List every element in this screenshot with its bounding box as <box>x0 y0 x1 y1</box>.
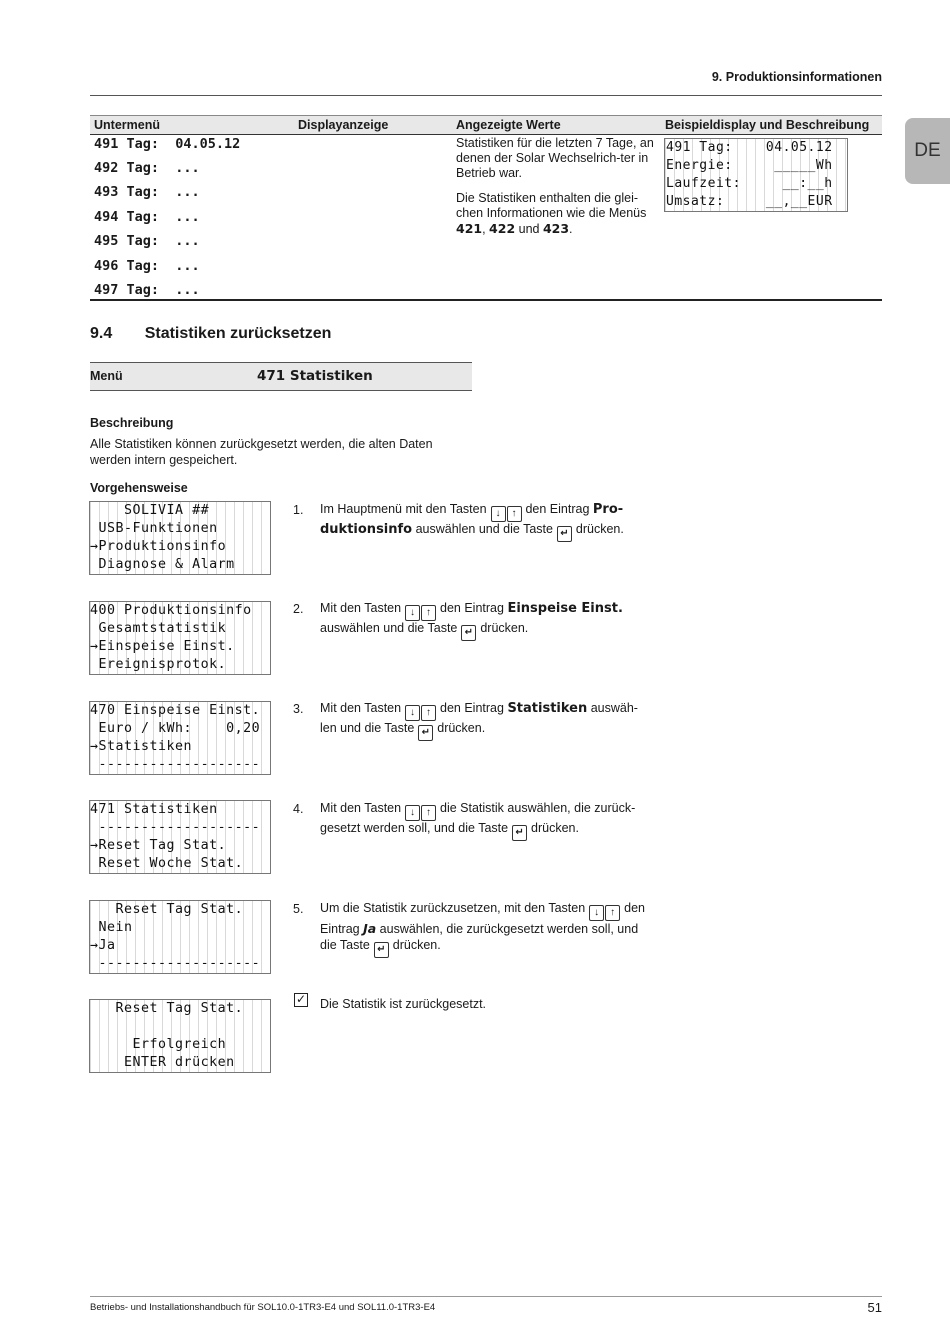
submenu-493: 493 Tag: ... <box>94 184 200 200</box>
step-2-number: 2. <box>293 602 304 616</box>
display-line: Gesamtstatistik <box>90 621 227 636</box>
display-line: ------------------- <box>90 820 261 835</box>
display-line: ------------------- <box>90 956 261 971</box>
display-line: Erfolgreich <box>90 1037 227 1052</box>
sample-display <box>664 138 848 212</box>
display-line: →Einspeise Einst. <box>90 639 235 654</box>
display-line: →Reset Tag Stat. <box>90 838 227 853</box>
col-beispieldisplay: Beispieldisplay und Beschreibung <box>665 118 870 132</box>
values-description-1: Statistiken für die letzten 7 Tage, an denen der Solar Wechselrich-ter in Betrieb war. <box>456 136 654 180</box>
display-line: →Ja <box>90 938 116 953</box>
values-description-2: Die Statistiken enthalten die glei-chen Informationen wie die Menüs 421, 422 und 423. <box>456 191 647 236</box>
step-5-number: 5. <box>293 902 304 916</box>
result-display <box>89 999 271 1073</box>
submenu-494: 494 Tag: ... <box>94 209 200 225</box>
beschreibung-text-2: werden intern gespeichert. <box>90 453 238 467</box>
submenu-492: 492 Tag: ... <box>94 160 200 176</box>
display-line: Reset Tag Stat. <box>90 902 244 917</box>
up-key-icon: ↑ <box>605 905 620 921</box>
step-4-display <box>89 800 271 874</box>
enter-key-icon: ↵ <box>461 625 476 641</box>
vorgehensweise-heading: Vorgehensweise <box>90 481 188 495</box>
step-2-text: Mit den Tasten ↓ ↑ den Eintrag Einspeise Einst. auswählen und die Taste ↵ drücken. <box>320 601 650 641</box>
display-line: →Statistiken <box>90 739 193 754</box>
checkbox-checked-icon: ✓ <box>295 992 307 1006</box>
chapter-title: 9. Produktionsinformationen <box>711 70 882 84</box>
display-line: USB-Funktionen <box>90 521 218 536</box>
step-2-display <box>89 601 271 675</box>
sample-display-line: Umsatz: __,__EUR <box>666 194 833 209</box>
beschreibung-heading: Beschreibung <box>90 416 174 430</box>
display-line: 470 Einspeise Einst. <box>90 703 261 718</box>
down-key-icon: ↓ <box>491 506 506 522</box>
submenu-491: 491 Tag: 04.05.12 <box>94 136 241 152</box>
step-4-text: Mit den Tasten ↓ ↑ die Statistik auswählen, die zurück-gesetzt werden soll, und die Taste ↵ drücken. <box>320 801 650 841</box>
display-line: Reset Woche Stat. <box>90 856 244 871</box>
up-key-icon: ↑ <box>421 805 436 821</box>
sample-display-line: Laufzeit: __:__h <box>666 176 833 191</box>
step-5-display <box>89 900 271 974</box>
step-1-display <box>89 501 271 575</box>
display-line: Euro / kWh: 0,20 <box>90 721 261 736</box>
down-key-icon: ↓ <box>405 605 420 621</box>
step-4-number: 4. <box>293 802 304 816</box>
menu-value: 471 Statistiken <box>257 368 373 384</box>
col-displayanzeige: Displayanzeige <box>298 118 389 132</box>
footer-text: Betriebs- und Installationshandbuch für SOL10.0-1TR3-E4 und SOL11.0-1TR3-E4 <box>90 1302 436 1313</box>
page-number: 51 <box>867 1300 882 1315</box>
sample-display-line: 491 Tag: 04.05.12 <box>666 140 833 155</box>
up-key-icon: ↑ <box>421 705 436 721</box>
display-line: →Produktionsinfo <box>90 539 227 554</box>
beschreibung-text-1: Alle Statistiken können zurückgesetzt werden, die alten Daten <box>90 437 433 451</box>
display-line: ENTER drücken <box>90 1055 235 1070</box>
up-key-icon: ↑ <box>421 605 436 621</box>
display-line: Nein <box>90 920 133 935</box>
down-key-icon: ↓ <box>405 805 420 821</box>
submenu-497: 497 Tag: ... <box>94 282 200 298</box>
menu-box <box>90 362 472 391</box>
display-line: 400 Produktionsinfo <box>90 603 252 618</box>
display-line: SOLIVIA ## <box>90 503 210 518</box>
language-tab: DE <box>905 118 950 184</box>
step-3-text: Mit den Tasten ↓ ↑ den Eintrag Statistiken auswäh-len und die Taste ↵ drücken. <box>320 701 650 741</box>
enter-key-icon: ↵ <box>512 825 527 841</box>
col-angezeigte-werte: Angezeigte Werte <box>456 118 561 132</box>
col-untermenu: Untermenü <box>94 118 160 132</box>
display-line: Diagnose & Alarm <box>90 557 235 572</box>
down-key-icon: ↓ <box>405 705 420 721</box>
step-1-text: Im Hauptmenü mit den Tasten ↓ ↑ den Eintrag Pro-duktionsinfo auswählen und die Taste ↵ drücken. <box>320 502 650 542</box>
section-number: 9.4 <box>90 325 113 342</box>
table-bottom-rule <box>90 299 882 301</box>
section-heading <box>90 325 331 343</box>
enter-key-icon: ↵ <box>374 942 389 958</box>
step-3-number: 3. <box>293 702 304 716</box>
up-key-icon: ↑ <box>507 506 522 522</box>
display-line: Reset Tag Stat. <box>90 1001 244 1016</box>
menu-label: Menü <box>90 369 123 383</box>
down-key-icon: ↓ <box>589 905 604 921</box>
table-header <box>90 115 882 135</box>
step-3-display <box>89 701 271 775</box>
footer-rule <box>90 1296 882 1297</box>
display-line: 471 Statistiken <box>90 802 218 817</box>
step-5-text: Um die Statistik zurückzusetzen, mit den Tasten ↓ ↑ den Eintrag Ja auswählen, die zurückgesetzt werden soll, und die Taste ↵ drücken. <box>320 901 650 958</box>
display-line: Ereignisprotok. <box>90 657 227 672</box>
sample-display-line: Energie: _____Wh <box>666 158 833 173</box>
step-1-number: 1. <box>293 503 304 517</box>
section-title: Statistiken zurücksetzen <box>144 325 332 342</box>
submenu-496: 496 Tag: ... <box>94 258 200 274</box>
enter-key-icon: ↵ <box>557 526 572 542</box>
result-text: Die Statistik ist zurückgesetzt. <box>320 997 487 1011</box>
enter-key-icon: ↵ <box>418 725 433 741</box>
display-line: ------------------- <box>90 757 261 772</box>
display-line <box>90 1018 270 1036</box>
submenu-495: 495 Tag: ... <box>94 233 200 249</box>
header-rule <box>90 95 882 96</box>
